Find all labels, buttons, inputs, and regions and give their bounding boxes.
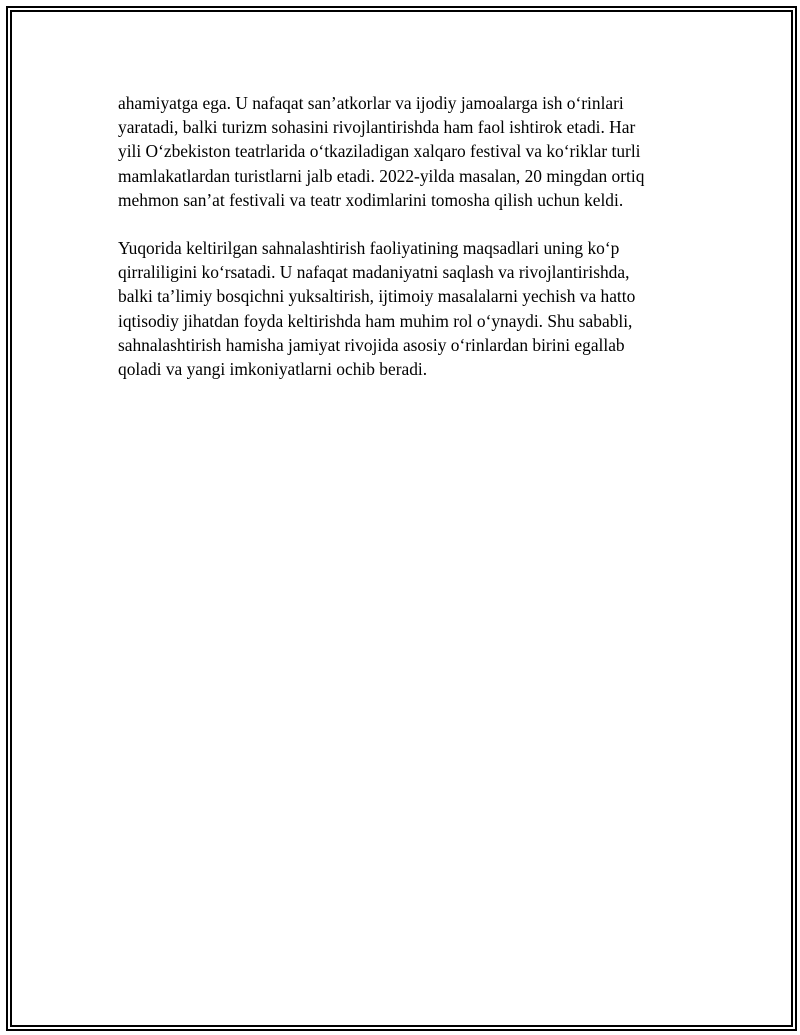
text-line: balki ta’limiy bosqichni yuksaltirish, ijtimoiy masalalarni yechish va hatto <box>118 286 636 307</box>
text-line: iqtisodiy jihatdan foyda keltirishda ham muhim rol o‘ynaydi. Shu sababli, <box>118 310 633 331</box>
paragraph <box>118 236 678 381</box>
text-line: yili O‘zbekiston teatrlarida o‘tkaziladigan xalqaro festival va ko‘riklar turli <box>118 141 641 162</box>
text-line: qoladi va yangi imkoniyatlarni ochib beradi. <box>118 359 428 380</box>
text-line: mehmon san’at festivali va teatr xodimlarini tomosha qilish uchun keldi. <box>118 189 624 210</box>
document-body <box>118 91 678 405</box>
text-line: mamlakatlardan turistlarni jalb etadi. 2022-yilda masalan, 20 mingdan ortiq <box>118 165 645 186</box>
text-line: sahnalashtirish hamisha jamiyat rivojida asosiy o‘rinlardan birini egallab <box>118 334 625 355</box>
text-line: Yuqorida keltirilgan sahnalashtirish faoliyatining maqsadlari uning ko‘p <box>118 238 620 259</box>
text-line: qirraliligini ko‘rsatadi. U nafaqat madaniyatni saqlash va rivojlantirishda, <box>118 262 630 283</box>
paragraph <box>118 91 678 212</box>
text-line: yaratadi, balki turizm sohasini rivojlantirishda ham faol ishtirok etadi. Har <box>118 117 636 138</box>
text-line: ahamiyatga ega. U nafaqat san’atkorlar va ijodiy jamoalarga ish o‘rinlari <box>118 93 624 113</box>
